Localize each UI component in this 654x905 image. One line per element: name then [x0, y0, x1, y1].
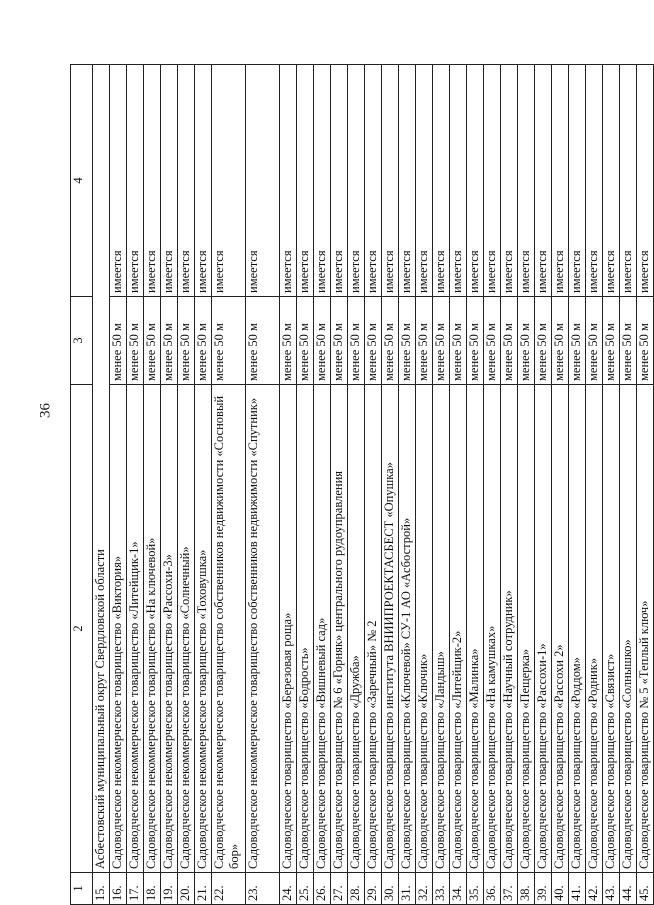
row-name: Садоводческое товарищество «Солнышко» — [620, 385, 637, 873]
row-distance: менее 50 м — [178, 297, 195, 385]
table-row — [433, 65, 450, 905]
row-number: 37. — [501, 873, 518, 905]
row-status: имеется — [484, 65, 501, 297]
row-distance: менее 50 м — [416, 297, 433, 385]
row-status: имеется — [399, 65, 416, 297]
table-viewport — [70, 65, 651, 905]
row-name: Садоводческое товарищество «На камушках» — [484, 385, 501, 873]
row-name: Садоводческое некоммерческое товарищество «На ключевой» — [144, 385, 161, 873]
row-status: имеется — [110, 65, 127, 297]
row-number: 21. — [195, 873, 212, 905]
row-name: Садоводческое товарищество «Рассохи-1» — [535, 385, 552, 873]
row-distance: менее 50 м — [314, 297, 331, 385]
row-distance: менее 50 м — [297, 297, 314, 385]
row-number: 45. — [637, 873, 654, 905]
row-distance: менее 50 м — [331, 297, 348, 385]
table-row — [280, 65, 297, 905]
row-name: Садоводческое товарищество № 5 «Теплый ключ» — [637, 385, 654, 873]
row-number: 16. — [110, 873, 127, 905]
row-name: Садоводческое товарищество «Научный сотрудник» — [501, 385, 518, 873]
row-name: Садоводческое товарищество «Березовая роща» — [280, 385, 297, 873]
row-distance: менее 50 м — [603, 297, 620, 385]
table-row — [246, 65, 280, 905]
row-distance: менее 50 м — [382, 297, 399, 385]
table-row — [450, 65, 467, 905]
table-row — [297, 65, 314, 905]
table-row — [127, 65, 144, 905]
row-status: имеется — [331, 65, 348, 297]
row-number: 24. — [280, 873, 297, 905]
row-distance: менее 50 м — [127, 297, 144, 385]
row-number: 30. — [382, 873, 399, 905]
row-status: имеется — [382, 65, 399, 297]
row-name: Садоводческое товарищество «Литейщик-2» — [450, 385, 467, 873]
row-number: 35. — [467, 873, 484, 905]
row-name: Садоводческое некоммерческое товарищество «Солнечный» — [178, 385, 195, 873]
row-number: 33. — [433, 873, 450, 905]
row-distance: менее 50 м — [586, 297, 603, 385]
row-status: имеется — [620, 65, 637, 297]
row-name: Садоводческое товарищество «Бодрость» — [297, 385, 314, 873]
table-row — [314, 65, 331, 905]
table-row — [110, 65, 127, 905]
row-distance: менее 50 м — [280, 297, 297, 385]
row-distance: менее 50 м — [518, 297, 535, 385]
row-status: имеется — [450, 65, 467, 297]
table-row — [467, 65, 484, 905]
row-number: 36. — [484, 873, 501, 905]
row-name: Садоводческое некоммерческое товарищество «Рассохи-3» — [161, 385, 178, 873]
row-distance: менее 50 м — [620, 297, 637, 385]
column-header-1: 1 — [71, 873, 93, 905]
table-row — [212, 65, 246, 905]
row-name: Садоводческое товарищество «Ландыш» — [433, 385, 450, 873]
row-status: имеется — [365, 65, 382, 297]
row-status: имеется — [314, 65, 331, 297]
row-number: 18. — [144, 873, 161, 905]
row-name: Садоводческое товарищество «Дружба» — [348, 385, 365, 873]
row-distance: менее 50 м — [501, 297, 518, 385]
row-status: имеется — [144, 65, 161, 297]
table-row — [518, 65, 535, 905]
row-status: имеется — [280, 65, 297, 297]
row-status: имеется — [161, 65, 178, 297]
section-row — [93, 65, 110, 905]
row-status: имеется — [586, 65, 603, 297]
row-number: 34. — [450, 873, 467, 905]
row-number: 17. — [127, 873, 144, 905]
row-name: Садоводческое товарищество «Пещерка» — [518, 385, 535, 873]
row-status: имеется — [501, 65, 518, 297]
row-status: имеется — [127, 65, 144, 297]
table-row — [484, 65, 501, 905]
row-name: Садоводческое товарищество «Рассохи 2» — [552, 385, 569, 873]
row-distance: менее 50 м — [637, 297, 654, 385]
row-status: имеется — [348, 65, 365, 297]
row-distance: менее 50 м — [552, 297, 569, 385]
row-distance: менее 50 м — [365, 297, 382, 385]
row-name: Садоводческое товарищество «Ключик» — [416, 385, 433, 873]
table-row — [552, 65, 569, 905]
page-number: 36 — [37, 403, 54, 418]
row-status: имеется — [433, 65, 450, 297]
row-name: Садоводческое товарищество № 6 «Горняк» центрального рудоуправления — [331, 385, 348, 873]
row-name: Садоводческое товарищество «Родник» — [586, 385, 603, 873]
table-row — [178, 65, 195, 905]
row-name: Садоводческое некоммерческое товарищество «Виктория» — [110, 385, 127, 873]
row-distance: менее 50 м — [348, 297, 365, 385]
row-distance: менее 50 м — [467, 297, 484, 385]
table-row — [416, 65, 433, 905]
table-row — [586, 65, 603, 905]
row-status: имеется — [569, 65, 586, 297]
row-number: 31. — [399, 873, 416, 905]
row-name: Садоводческое товарищество «Малинка» — [467, 385, 484, 873]
row-status: имеется — [637, 65, 654, 297]
row-name: Садоводческое товарищество «Роддом» — [569, 385, 586, 873]
table-row — [382, 65, 399, 905]
row-name: Садоводческое товарищество «Вишневый сад» — [314, 385, 331, 873]
row-name: Садоводческое некоммерческое товарищество «Литейщик-1» — [127, 385, 144, 873]
row-number: 22. — [212, 873, 246, 905]
rotated-table-container — [70, 65, 651, 905]
table-row — [637, 65, 654, 905]
table-row — [348, 65, 365, 905]
row-number: 44. — [620, 873, 637, 905]
column-header-3: 3 — [71, 297, 93, 385]
row-number: 23. — [246, 873, 280, 905]
row-distance: менее 50 м — [450, 297, 467, 385]
row-number: 29. — [365, 873, 382, 905]
data-table — [70, 64, 654, 905]
row-distance: менее 50 м — [144, 297, 161, 385]
row-distance: менее 50 м — [535, 297, 552, 385]
section-title: Асбестовский муниципальный округ Свердловской области — [93, 65, 110, 873]
table-row — [144, 65, 161, 905]
row-distance: менее 50 м — [433, 297, 450, 385]
row-distance: менее 50 м — [246, 297, 280, 385]
row-number: 38. — [518, 873, 535, 905]
row-number: 27. — [331, 873, 348, 905]
row-name: Садоводческое товарищество института ВНИИПРОЕКТАСБЕСТ «Опушка» — [382, 385, 399, 873]
table-row — [603, 65, 620, 905]
row-number: 25. — [297, 873, 314, 905]
table-row — [365, 65, 382, 905]
row-name: Садоводческое некоммерческое товарищество «Тоховушка» — [195, 385, 212, 873]
row-status: имеется — [535, 65, 552, 297]
table-row — [331, 65, 348, 905]
row-name: Садоводческое некоммерческое товарищество собственников недвижимости «Спутник» — [246, 385, 280, 873]
row-status: имеется — [297, 65, 314, 297]
table-row — [620, 65, 637, 905]
table-row — [535, 65, 552, 905]
row-name: Садоводческое некоммерческое товарищество собственников недвижимости «Сосновый бор» — [212, 385, 246, 873]
table-row — [569, 65, 586, 905]
row-number: 20. — [178, 873, 195, 905]
table-header-row — [71, 65, 93, 905]
row-name: Садоводческое товарищество «Заречный» № 2 — [365, 385, 382, 873]
row-status: имеется — [246, 65, 280, 297]
row-number: 39. — [535, 873, 552, 905]
column-header-4: 4 — [71, 65, 93, 297]
table-row — [501, 65, 518, 905]
row-number: 26. — [314, 873, 331, 905]
row-status: имеется — [603, 65, 620, 297]
row-status: имеется — [416, 65, 433, 297]
row-name: Садоводческое товарищество «Ключевой» СУ-1 АО «Асбострой» — [399, 385, 416, 873]
column-header-2: 2 — [71, 385, 93, 873]
row-number: 40. — [552, 873, 569, 905]
table-row — [161, 65, 178, 905]
row-status: имеется — [212, 65, 246, 297]
section-number: 15. — [93, 873, 110, 905]
row-number: 28. — [348, 873, 365, 905]
row-name: Садоводческое товарищество «Связист» — [603, 385, 620, 873]
row-status: имеется — [518, 65, 535, 297]
row-status: имеется — [552, 65, 569, 297]
row-number: 19. — [161, 873, 178, 905]
row-distance: менее 50 м — [195, 297, 212, 385]
row-number: 43. — [603, 873, 620, 905]
row-status: имеется — [178, 65, 195, 297]
row-distance: менее 50 м — [399, 297, 416, 385]
row-status: имеется — [195, 65, 212, 297]
row-number: 42. — [586, 873, 603, 905]
row-distance: менее 50 м — [161, 297, 178, 385]
row-status: имеется — [467, 65, 484, 297]
row-number: 41. — [569, 873, 586, 905]
row-distance: менее 50 м — [212, 297, 246, 385]
table-row — [195, 65, 212, 905]
row-distance: менее 50 м — [110, 297, 127, 385]
row-distance: менее 50 м — [484, 297, 501, 385]
row-distance: менее 50 м — [569, 297, 586, 385]
table-row — [399, 65, 416, 905]
row-number: 32. — [416, 873, 433, 905]
